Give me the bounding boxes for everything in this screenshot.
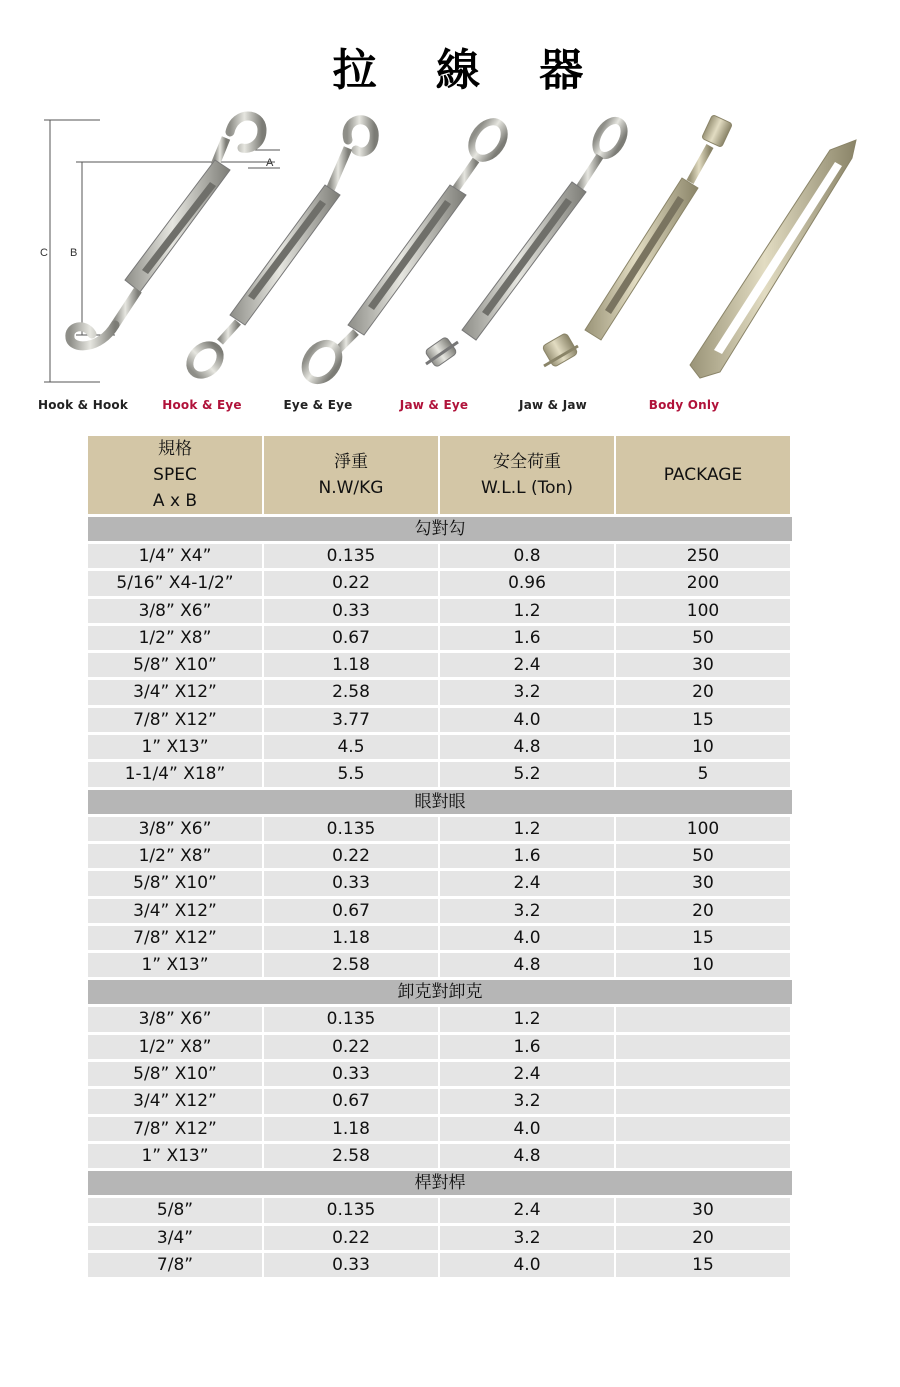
- cell-spec: 3/8” X6”: [88, 1007, 262, 1031]
- table-row: [88, 1144, 792, 1168]
- table-row: [88, 735, 792, 759]
- cell-wll: 4.0: [440, 926, 614, 950]
- table-row: [88, 762, 792, 786]
- cell-spec: 5/16” X4-1/2”: [88, 571, 262, 595]
- cell-package: [616, 1035, 790, 1059]
- cell-wll: 4.8: [440, 735, 614, 759]
- cell-package: 15: [616, 708, 790, 732]
- caption-jaw-jaw: Jaw & Jaw: [519, 398, 587, 412]
- cell-weight: 0.135: [264, 1198, 438, 1222]
- cell-spec: 3/8” X6”: [88, 817, 262, 841]
- table-row: [88, 1062, 792, 1086]
- cell-package: 20: [616, 899, 790, 923]
- cell-weight: 2.58: [264, 680, 438, 704]
- header-weight-zh: 淨重: [333, 452, 368, 472]
- cell-wll: 4.0: [440, 1253, 614, 1277]
- cell-weight: 1.18: [264, 1117, 438, 1141]
- table-row: [88, 926, 792, 950]
- caption-hook-hook: Hook & Hook: [37, 398, 129, 412]
- dim-label-c: C: [40, 247, 48, 259]
- table-row: [88, 1117, 792, 1141]
- cell-weight: 0.135: [264, 544, 438, 568]
- section-header-hook-hook: 勾對勾: [88, 517, 792, 541]
- header-spec-en: SPEC: [153, 465, 197, 485]
- jaw-jaw-turnbuckle: [542, 115, 733, 368]
- table-row: [88, 626, 792, 650]
- cell-package: 200: [616, 571, 790, 595]
- header-package: [616, 436, 790, 514]
- cell-package: 10: [616, 953, 790, 977]
- cell-wll: 4.8: [440, 953, 614, 977]
- cell-spec: 1/2” X8”: [88, 844, 262, 868]
- cell-weight: 0.22: [264, 844, 438, 868]
- cell-weight: 0.22: [264, 1226, 438, 1250]
- dim-label-a: A: [266, 157, 274, 169]
- cell-wll: 1.2: [440, 817, 614, 841]
- cell-spec: 7/8” X12”: [88, 1117, 262, 1141]
- cell-spec: 3/4” X12”: [88, 899, 262, 923]
- caption-body-only: Body Only: [648, 398, 720, 412]
- table-row: [88, 1198, 792, 1222]
- cell-spec: 1” X13”: [88, 735, 262, 759]
- header-spec-axb: A x B: [152, 491, 198, 511]
- cell-weight: 0.135: [264, 1007, 438, 1031]
- cell-package: 100: [616, 599, 790, 623]
- caption-jaw-eye: Jaw & Eye: [399, 398, 469, 412]
- table-row: [88, 1089, 792, 1113]
- cell-weight: 0.22: [264, 1035, 438, 1059]
- cell-package: [616, 1144, 790, 1168]
- table-row: [88, 1007, 792, 1031]
- cell-wll: 1.2: [440, 1007, 614, 1031]
- cell-weight: 0.22: [264, 571, 438, 595]
- cell-weight: 1.18: [264, 653, 438, 677]
- cell-weight: 0.33: [264, 599, 438, 623]
- header-wll-en: W.L.L (Ton): [481, 478, 573, 498]
- cell-spec: 7/8” X12”: [88, 926, 262, 950]
- table-row: [88, 817, 792, 841]
- cell-wll: 1.2: [440, 599, 614, 623]
- table-row: [88, 844, 792, 868]
- table-body: [88, 517, 792, 1277]
- cell-spec: 7/8” X12”: [88, 708, 262, 732]
- cell-weight: 3.77: [264, 708, 438, 732]
- cell-wll: 3.2: [440, 1089, 614, 1113]
- cell-wll: 3.2: [440, 1226, 614, 1250]
- body-only-turnbuckle: [690, 140, 856, 378]
- cell-package: [616, 1062, 790, 1086]
- cell-package: 30: [616, 653, 790, 677]
- cell-package: [616, 1089, 790, 1113]
- table-row: [88, 1035, 792, 1059]
- cell-wll: 3.2: [440, 680, 614, 704]
- table-row: [88, 1253, 792, 1277]
- cell-spec: 1-1/4” X18”: [88, 762, 262, 786]
- table-row: [88, 599, 792, 623]
- header-weight: [264, 436, 438, 514]
- cell-spec: 7/8”: [88, 1253, 262, 1277]
- cell-wll: 0.8: [440, 544, 614, 568]
- cell-spec: 1” X13”: [88, 953, 262, 977]
- header-wll-zh: 安全荷重: [492, 452, 561, 472]
- cell-wll: 2.4: [440, 1062, 614, 1086]
- cell-wll: 2.4: [440, 1198, 614, 1222]
- cell-package: 5: [616, 762, 790, 786]
- cell-wll: 3.2: [440, 899, 614, 923]
- cell-package: 30: [616, 1198, 790, 1222]
- eye-eye-turnbuckle: [298, 116, 511, 387]
- cell-wll: 1.6: [440, 1035, 614, 1059]
- section-header-body-body: 桿對桿: [88, 1171, 792, 1195]
- cell-weight: 0.67: [264, 1089, 438, 1113]
- cell-weight: 0.135: [264, 817, 438, 841]
- cell-wll: 4.0: [440, 1117, 614, 1141]
- cell-spec: 3/8” X6”: [88, 599, 262, 623]
- cell-spec: 5/8” X10”: [88, 871, 262, 895]
- cell-weight: 2.58: [264, 953, 438, 977]
- cell-package: 15: [616, 926, 790, 950]
- cell-package: 50: [616, 844, 790, 868]
- cell-weight: 0.67: [264, 899, 438, 923]
- cell-weight: 2.58: [264, 1144, 438, 1168]
- cell-package: [616, 1007, 790, 1031]
- cell-spec: 3/4” X12”: [88, 1089, 262, 1113]
- section-header-jaw-jaw: 卸克對卸克: [88, 980, 792, 1004]
- cell-wll: 5.2: [440, 762, 614, 786]
- cell-weight: 0.33: [264, 1253, 438, 1277]
- cell-wll: 0.96: [440, 571, 614, 595]
- cell-weight: 1.18: [264, 926, 438, 950]
- table-header: [88, 436, 792, 514]
- turnbuckle-illustration: [30, 110, 870, 395]
- caption-hook-eye: Hook & Eye: [162, 398, 242, 412]
- cell-package: 15: [616, 1253, 790, 1277]
- caption-eye-eye: Eye & Eye: [283, 398, 353, 412]
- cell-wll: 2.4: [440, 653, 614, 677]
- cell-spec: 3/4” X12”: [88, 680, 262, 704]
- section-header-eye-eye: 眼對眼: [88, 790, 792, 814]
- cell-weight: 0.33: [264, 871, 438, 895]
- table-row: [88, 899, 792, 923]
- cell-wll: 4.0: [440, 708, 614, 732]
- table-row: [88, 953, 792, 977]
- cell-package: 20: [616, 1226, 790, 1250]
- header-spec: [88, 436, 262, 514]
- cell-package: 30: [616, 871, 790, 895]
- cell-package: 10: [616, 735, 790, 759]
- cell-spec: 5/8” X10”: [88, 1062, 262, 1086]
- cell-package: 50: [616, 626, 790, 650]
- cell-package: 100: [616, 817, 790, 841]
- cell-weight: 0.67: [264, 626, 438, 650]
- table-row: [88, 871, 792, 895]
- cell-spec: 1/2” X8”: [88, 626, 262, 650]
- cell-spec: 1/4” X4”: [88, 544, 262, 568]
- table-row: [88, 708, 792, 732]
- table-row: [88, 680, 792, 704]
- table-row: [88, 571, 792, 595]
- spec-table: [88, 436, 792, 1280]
- cell-spec: 1/2” X8”: [88, 1035, 262, 1059]
- cell-wll: 1.6: [440, 626, 614, 650]
- cell-spec: 1” X13”: [88, 1144, 262, 1168]
- cell-spec: 5/8” X10”: [88, 653, 262, 677]
- header-weight-en: N.W/KG: [318, 478, 384, 498]
- cell-weight: 5.5: [264, 762, 438, 786]
- cell-wll: 1.6: [440, 844, 614, 868]
- page-title: 拉 線 器: [332, 45, 606, 96]
- table-row: [88, 1226, 792, 1250]
- table-row: [88, 544, 792, 568]
- cell-spec: 5/8”: [88, 1198, 262, 1222]
- product-captions: [0, 398, 900, 418]
- header-package-en: PACKAGE: [663, 465, 743, 485]
- cell-wll: 4.8: [440, 1144, 614, 1168]
- cell-weight: 4.5: [264, 735, 438, 759]
- header-spec-zh: 規格: [157, 439, 192, 459]
- dim-label-b: B: [70, 247, 78, 259]
- header-wll: [440, 436, 614, 514]
- table-row: [88, 653, 792, 677]
- cell-wll: 2.4: [440, 871, 614, 895]
- cell-spec: 3/4”: [88, 1226, 262, 1250]
- cell-package: 20: [616, 680, 790, 704]
- cell-package: [616, 1117, 790, 1141]
- cell-package: 250: [616, 544, 790, 568]
- cell-weight: 0.33: [264, 1062, 438, 1086]
